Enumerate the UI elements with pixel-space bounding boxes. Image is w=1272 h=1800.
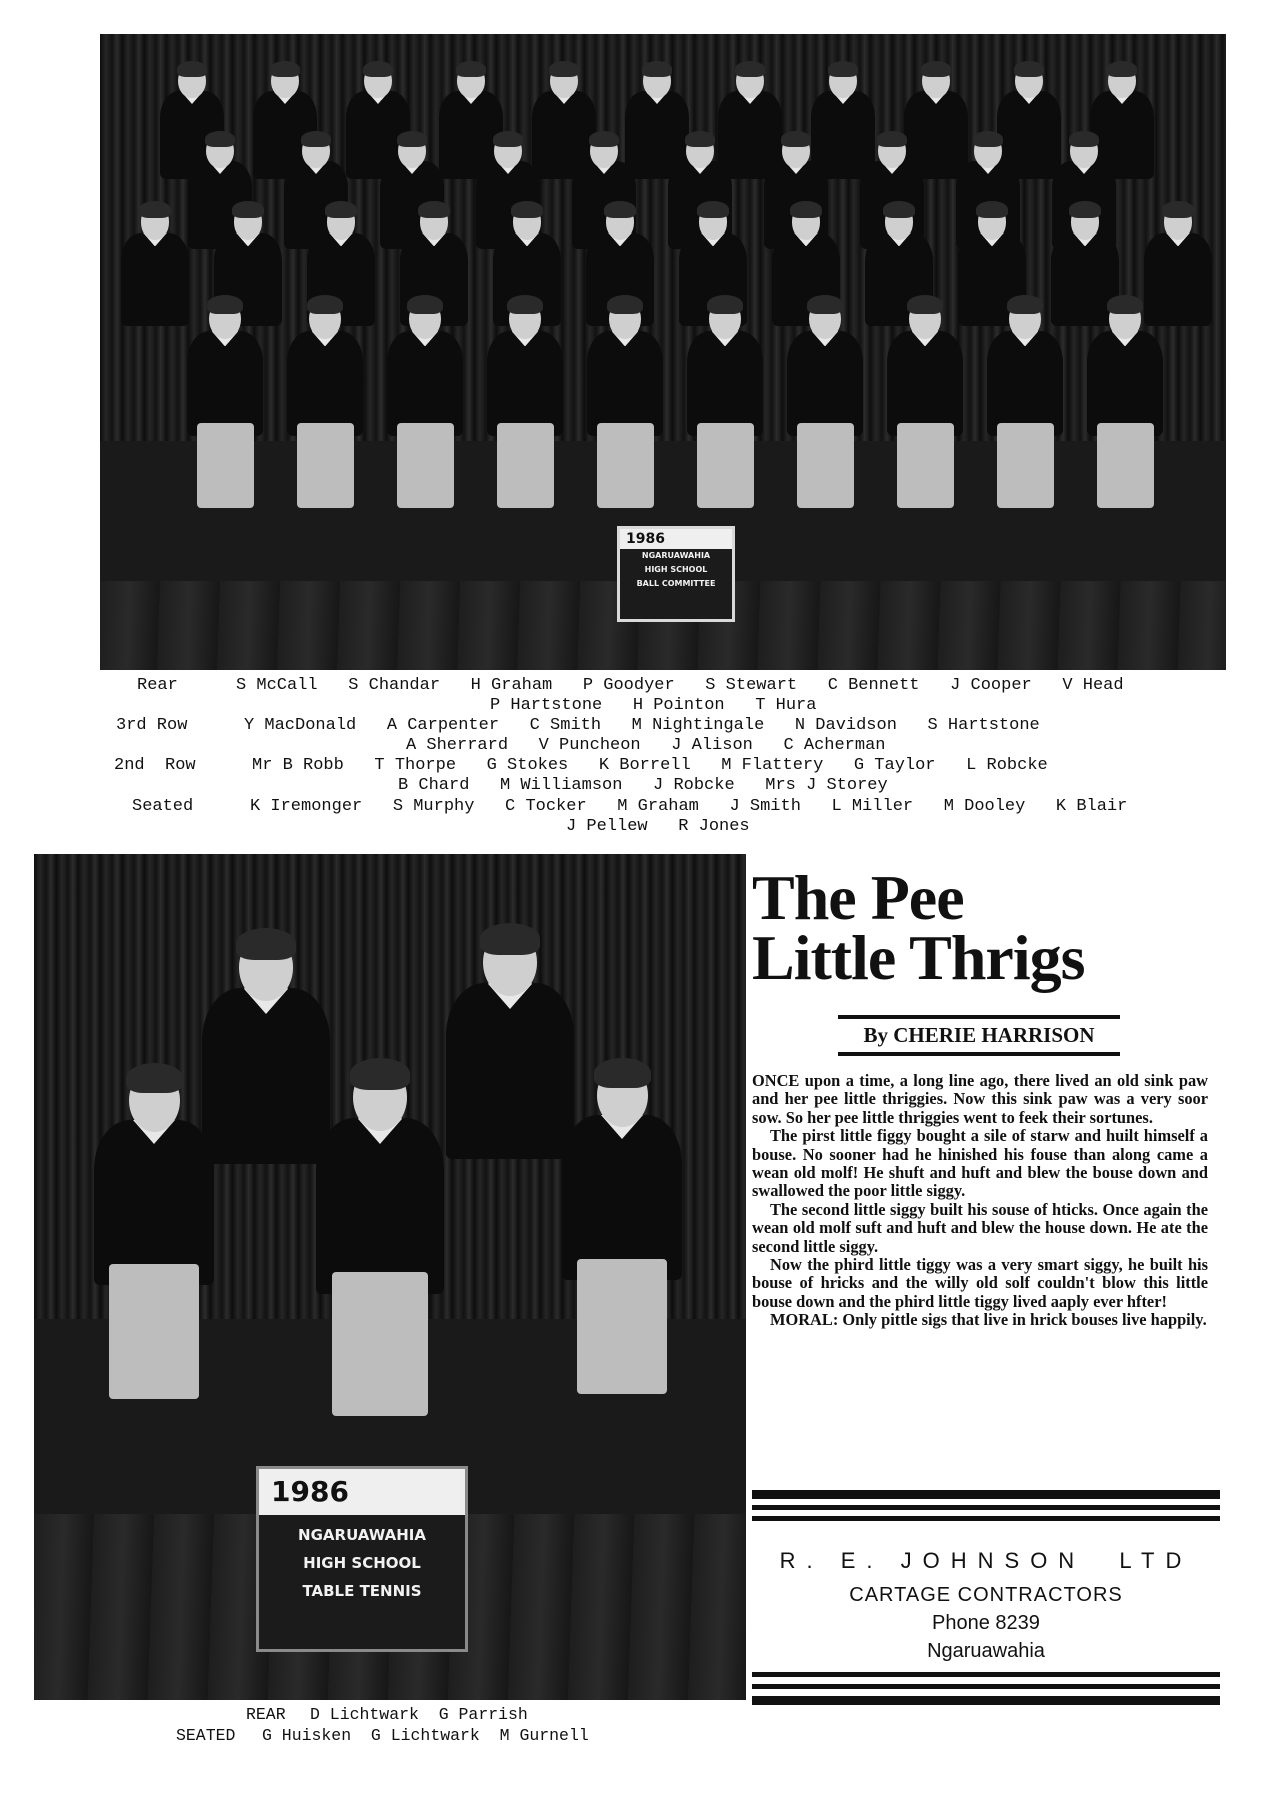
ad-rule <box>752 1684 1220 1689</box>
article-paragraph: The pirst little figgy bought a sile of starw and huilt himself a bouse. No sooner had he hinished his fouse than along came a wean old molf! He shuft and huft and blew the bouse down and swallowed the poor little siggy. <box>752 1126 1208 1201</box>
row-names: Y MacDonald A Carpenter C Smith M Nightingale N Davidson S Hartstone <box>244 716 1040 735</box>
row-names-continued: B Chard M Williamson J Robcke Mrs J Storey <box>398 776 888 795</box>
ad-company-name: R. E. JOHNSON LTD <box>779 1548 1193 1573</box>
table-tennis-sign <box>256 1466 468 1652</box>
row-label: 2nd Row <box>114 756 196 775</box>
sign-year: 1986 <box>620 529 732 549</box>
row-names-continued: J Pellew R Jones <box>566 817 750 836</box>
ad-phone: Phone 8239 <box>932 1612 1040 1634</box>
ad-service: CARTAGE CONTRACTORS <box>849 1584 1123 1606</box>
table-tennis-photo <box>34 854 746 1700</box>
ball-committee-photo <box>100 34 1226 670</box>
row-names: Mr B Robb T Thorpe G Stokes K Borrell M Flattery G Taylor L Robcke <box>252 756 1048 775</box>
byline-rule-bottom <box>838 1052 1120 1056</box>
sign-line: TABLE TENNIS <box>302 1582 422 1600</box>
sign-line: NGARUAWAHIA <box>298 1526 426 1544</box>
sign-line: HIGH SCHOOL <box>644 565 708 574</box>
article-paragraph: ONCE upon a time, a long line ago, there lived an old sink paw and her pee little thriggies. Now this sink paw was a very soor sow. So her pee little thriggies went to feek their sortunes. <box>752 1071 1208 1127</box>
title-line: Little Thrigs <box>752 922 1085 993</box>
article-paragraph: MORAL: Only pittle sigs that live in hrick bouses live happily. <box>770 1310 1207 1330</box>
ad-rule <box>752 1490 1220 1499</box>
ad-rule <box>752 1505 1220 1510</box>
sign-line: NGARUAWAHIA <box>641 551 711 560</box>
rear-names: D Lichtwark G Parrish <box>310 1705 528 1724</box>
article-body <box>752 1072 1208 1330</box>
seated-label: SEATED <box>176 1726 236 1745</box>
row-label: Rear <box>137 676 178 695</box>
sign-line: HIGH SCHOOL <box>303 1554 421 1572</box>
byline-rule-top <box>838 1015 1120 1019</box>
title-line: The Pee <box>752 862 964 933</box>
rear-label: REAR <box>246 1705 286 1724</box>
article-paragraph: The second little siggy built his souse of hticks. Once again the wean old molf suft and huft and blew the house down. He ate the second little siggy. <box>752 1199 1208 1256</box>
row-names: S McCall S Chandar H Graham P Goodyer S Stewart C Bennett J Cooper V Head <box>236 676 1124 695</box>
article-paragraph: Now the phird little tiggy was a very smart siggy, he built his bouse of hricks and the willy old solf couldn't blow this little bouse down and the phird little tiggy lived aaply ever hfter! <box>752 1255 1208 1311</box>
ad-rule <box>752 1516 1220 1521</box>
row-names-continued: A Sherrard V Puncheon J Alison C Acherman <box>406 736 886 755</box>
byline: By CHERIE HARRISON <box>863 1023 1095 1047</box>
ball-committee-sign <box>617 526 735 622</box>
sign-year: 1986 <box>259 1469 465 1515</box>
row-label: 3rd Row <box>116 716 188 735</box>
row-label: Seated <box>132 797 194 816</box>
ad-rule <box>752 1672 1220 1677</box>
row-names-continued: P Hartstone H Pointon T Hura <box>490 696 817 715</box>
ad-rule <box>752 1696 1220 1705</box>
seated-names: G Huisken G Lichtwark M Gurnell <box>262 1726 589 1745</box>
ad-town: Ngaruawahia <box>927 1640 1045 1662</box>
row-names: K Iremonger S Murphy C Tocker M Graham J Smith L Miller M Dooley K Blair <box>250 797 1128 816</box>
article-title <box>752 862 1192 993</box>
sign-line: BALL COMMITTEE <box>636 579 716 588</box>
